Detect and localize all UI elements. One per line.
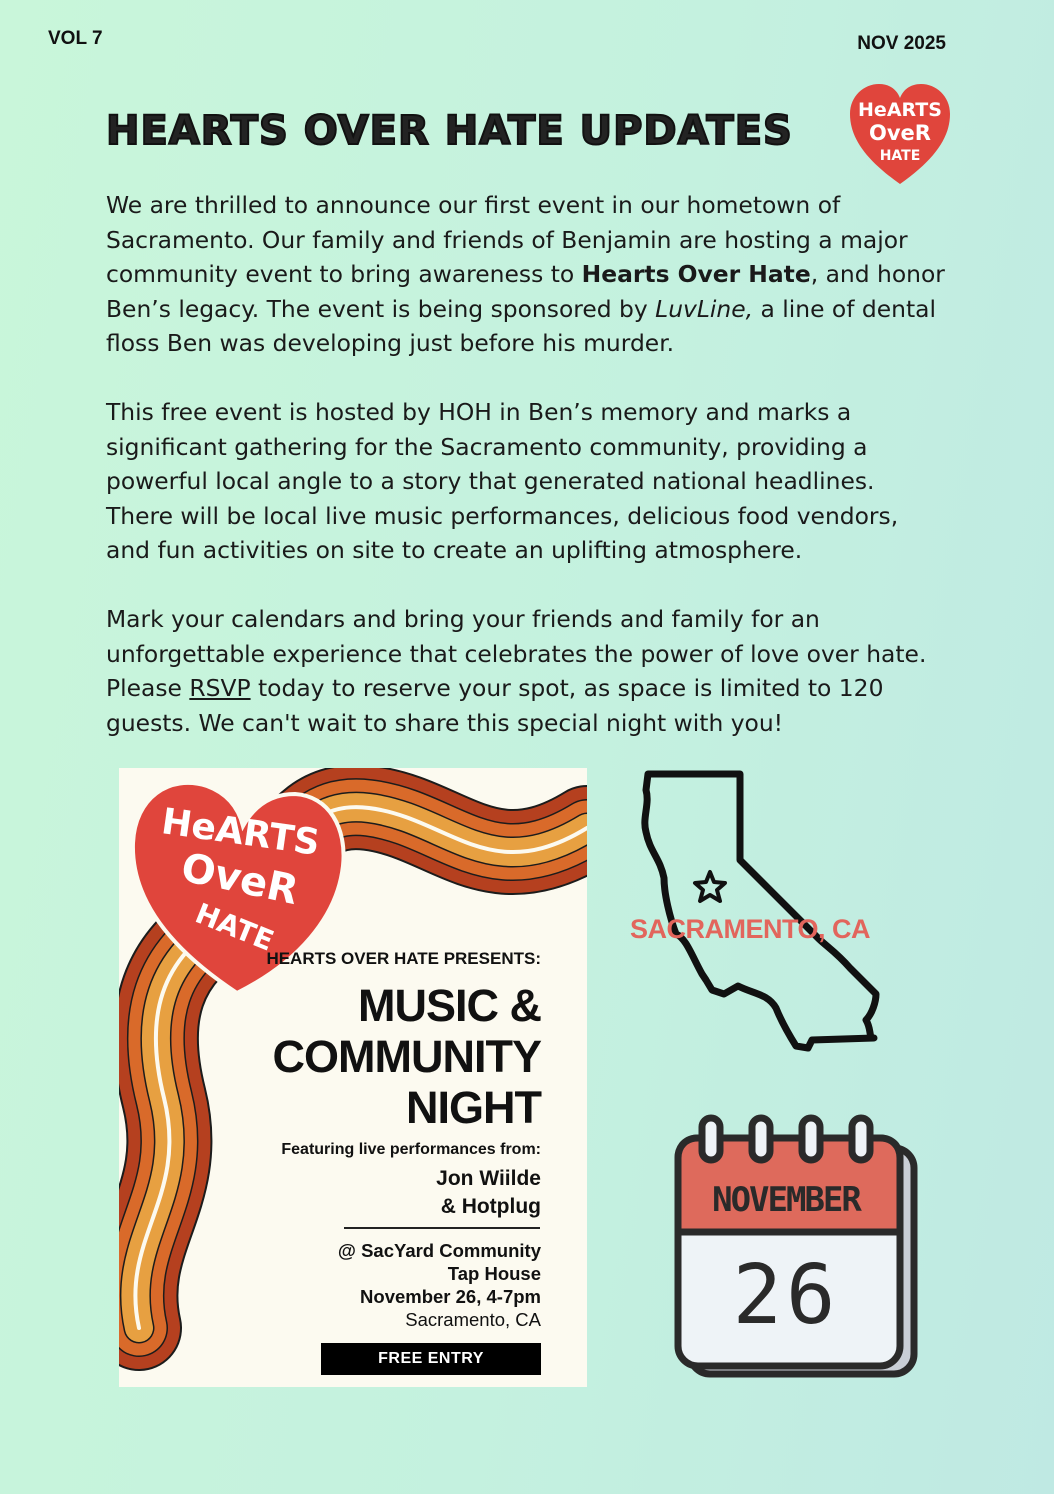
- paragraph-text: a line of dental floss Ben was developing just before his murder.: [106, 294, 936, 357]
- flyer-title-line: NIGHT: [406, 1082, 541, 1133]
- logo-text-hate: HATE: [879, 148, 921, 164]
- sponsor-name: LuvLine,: [655, 294, 754, 323]
- venue-line: Tap House: [447, 1263, 541, 1284]
- artist-name: & Hotplug: [440, 1195, 541, 1218]
- flyer-title-line: COMMUNITY: [272, 1031, 541, 1082]
- calendar-day: 26: [732, 1248, 840, 1343]
- flyer-artists: [436, 1165, 541, 1221]
- logo-text-hearts: HeARTS: [858, 99, 942, 121]
- hearts-over-hate-logo: [846, 80, 954, 188]
- flyer-logo-text-over: OveR: [177, 844, 303, 915]
- article-body: [106, 188, 946, 775]
- paragraph-text: We are thrilled to announce our first event in our hometown of Sacramento. Our family and friends of Benjamin are hosting a major community event to bring awareness to: [106, 191, 908, 288]
- paragraph-text: , and honor Ben’s legacy. The event is being sponsored by: [106, 260, 945, 323]
- event-city: Sacramento, CA: [405, 1309, 541, 1330]
- rsvp-link[interactable]: RSVP: [189, 674, 251, 702]
- flyer-logo-text-hate: HATE: [190, 896, 279, 958]
- flyer-divider: [344, 1227, 540, 1229]
- paragraph-announcement: [106, 188, 946, 361]
- event-datetime: November 26, 4-7pm: [360, 1286, 541, 1307]
- artist-name: Jon Wiilde: [436, 1167, 541, 1190]
- flyer-featuring: Featuring live performances from:: [281, 1141, 541, 1158]
- paragraph-text: today to reserve your spot, as space is limited to 120 guests. We can't wait to share this special night with you!: [106, 674, 884, 737]
- flyer-presents: HEARTS OVER HATE PRESENTS:: [266, 949, 541, 968]
- flyer-logo-text-hearts: HeARTS: [159, 801, 323, 864]
- location-label: SACRAMENTO, CA: [630, 914, 871, 944]
- venue-line: @ SacYard Community: [337, 1240, 541, 1261]
- california-map-icon: [636, 768, 886, 1058]
- issue-date: NOV 2025: [857, 33, 946, 54]
- logo-text-over: OveR: [869, 121, 931, 145]
- paragraph-text: Mark your calendars and bring your friends and family for an unforgettable experience that celebrates the power of love over hate. Please: [106, 605, 927, 702]
- flyer-venue: [338, 1239, 541, 1331]
- event-flyer: [119, 768, 587, 1387]
- star-icon: [695, 872, 725, 901]
- paragraph-rsvp: [106, 602, 946, 740]
- newsletter-headline: HEARTS OVER HATE UPDATES: [106, 108, 793, 154]
- volume-label: VOL 7: [48, 28, 103, 49]
- paragraph-event-details: This free event is hosted by HOH in Ben’s memory and marks a significant gathering for the Sacramento community, providing a powerful local angle to a story that generated national headlines. There will be local live music performances, delicious food vendors, and fun activities on site to create an uplifting atmosphere.: [106, 398, 899, 564]
- calendar-month: NOVEMBER: [712, 1180, 860, 1220]
- free-entry-badge: FREE ENTRY: [321, 1343, 541, 1375]
- flyer-title-line: MUSIC &: [358, 980, 541, 1031]
- org-name-bold: Hearts Over Hate: [581, 260, 811, 288]
- flyer-event-title: [273, 980, 541, 1133]
